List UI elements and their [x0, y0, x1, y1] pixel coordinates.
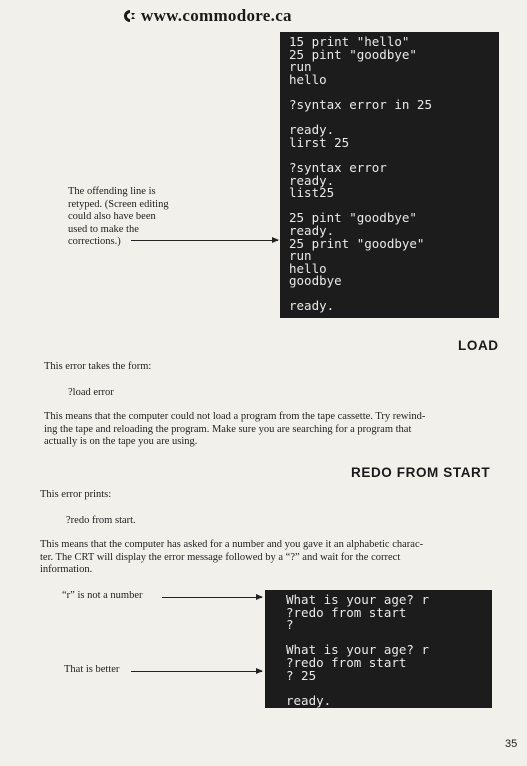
redo-intro: This error prints: — [40, 489, 112, 500]
screen-line: ready. — [286, 692, 332, 708]
screen-line: What is your age? r — [286, 592, 429, 607]
watermark — [122, 6, 292, 26]
screen-line: ready. — [289, 222, 335, 238]
redo-example: ?redo from start. — [66, 515, 136, 526]
screen-line: 25 pint "goodbye" — [289, 46, 417, 62]
load-heading: LOAD — [458, 338, 499, 353]
side-note-line: could also have been — [68, 211, 156, 223]
screen-line: 25 pint "goodbye" — [289, 210, 417, 226]
screen-line: ? 25 — [286, 667, 317, 683]
screen-line: ? — [286, 617, 294, 633]
arrow-that-is-better — [131, 671, 262, 672]
screen-line: ready. — [289, 122, 335, 138]
page-number: 35 — [505, 738, 518, 750]
terminal-screen-syntax-example — [280, 32, 499, 318]
screen-line: goodbye — [289, 273, 342, 289]
screen-line: ?redo from start — [286, 604, 407, 620]
side-note-line: retyped. (Screen editing — [68, 198, 169, 210]
screen-line: list25 — [289, 185, 335, 201]
screen-line: ?redo from start — [286, 654, 407, 670]
paragraph-line: information. — [40, 564, 93, 576]
screen-line: hello — [289, 260, 327, 276]
screen-line: run — [289, 248, 312, 264]
screen-line: ready. — [289, 298, 335, 314]
screen-line: What is your age? r — [286, 642, 429, 658]
annotation-not-a-number: “r” is not a number — [62, 590, 143, 601]
screen-line: run — [289, 59, 312, 75]
arrow-to-retyped-line — [131, 240, 278, 241]
load-intro: This error takes the form: — [44, 361, 152, 372]
arrow-not-a-number — [162, 597, 262, 598]
redo-heading: REDO FROM START — [351, 465, 491, 480]
side-note-line: corrections.) — [68, 236, 121, 248]
screen-line: ?syntax error in 25 — [289, 96, 432, 112]
screen-line: lirst 25 — [289, 134, 350, 150]
paragraph-line: ing the tape and reloading the program. Make sure you are searching for a program that — [44, 423, 412, 435]
terminal-screen-redo-example — [265, 590, 492, 708]
paragraph-line: This means that the computer could not load a program from the tape cassette. Try rewind- — [44, 411, 426, 422]
commodore-logo-icon — [122, 8, 138, 24]
screen-line: ready. — [289, 172, 335, 188]
screen-line: hello — [289, 71, 327, 87]
paragraph-line: ter. The CRT will display the error message followed by a “?” and wait for the correct — [40, 551, 401, 563]
load-paragraph — [44, 411, 504, 449]
side-note-line: used to make the — [68, 223, 139, 235]
redo-paragraph — [40, 539, 505, 577]
screen-line: 25 print "goodbye" — [289, 235, 425, 251]
paragraph-line: This means that the computer has asked for a number and you gave it an alphabetic charac- — [40, 539, 424, 550]
screen-line: ?syntax error — [289, 159, 387, 175]
load-example: ?load error — [68, 387, 114, 398]
annotation-that-is-better: That is better — [64, 664, 120, 675]
watermark-text: www.commodore.ca — [141, 6, 292, 25]
side-note-line: The offending line is — [68, 186, 156, 197]
screen-line: 15 print "hello" — [289, 34, 410, 49]
paragraph-line: actually is on the tape you are using. — [44, 436, 198, 448]
